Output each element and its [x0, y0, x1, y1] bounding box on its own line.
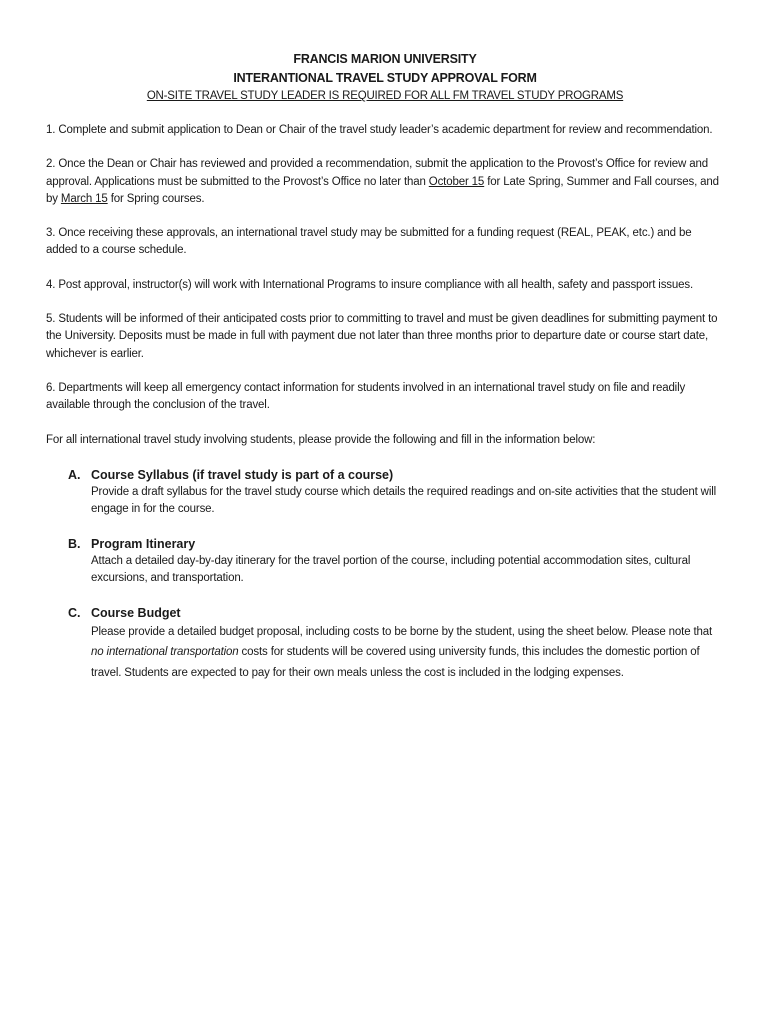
- university-name: FRANCIS MARION UNIVERSITY: [293, 52, 477, 66]
- budget-emphasis: no international transportation: [91, 646, 239, 659]
- step-6: 6. Departments will keep all emergency contact information for students involved in an international travel study on file and readily available through the conclusion of the travel.: [46, 381, 686, 412]
- deadline-october: October 15: [428, 175, 485, 188]
- section-course-budget: [46, 605, 724, 684]
- section-course-syllabus: [46, 467, 724, 519]
- section-heading: [68, 467, 724, 484]
- step-2-text-c: for Spring courses.: [107, 192, 205, 205]
- leader-requirement: ON-SITE TRAVEL STUDY LEADER IS REQUIRED FOR ALL FM TRAVEL STUDY PROGRAMS: [146, 90, 624, 102]
- step-2-text-a: 2. Once the Dean or Chair has reviewed and provided a recommendation, submit the application to the Provost’s Office for review and approval. Applications must be submitted to the Provost’s Office no later than: [46, 158, 708, 188]
- intro-paragraph: For all international travel study involving students, please provide the following and fill in the information below:: [46, 433, 596, 446]
- section-letter: A.: [68, 467, 81, 482]
- section-title: Course Budget: [91, 605, 181, 620]
- section-title: Program Itinerary: [91, 536, 196, 551]
- step-2-text-b: for Late Spring, Summer and Fall courses, and by: [46, 175, 719, 205]
- step-3: 3. Once receiving these approvals, an international travel study may be submitted for a funding request (REAL, PEAK, etc.) and be added to a course schedule.: [46, 227, 692, 257]
- section-heading: [68, 605, 724, 622]
- step-1: 1. Complete and submit application to Dean or Chair of the travel study leader’s academic department for review and recommendation.: [46, 124, 713, 136]
- section-heading: [68, 536, 724, 553]
- step-5: 5. Students will be informed of their anticipated costs prior to committing to travel and must be given deadlines for submitting payment to the University. Deposits must be made in full with payment due not later than three months prior to departure date or course start date, whichever is earlier.: [46, 313, 718, 360]
- step-4: 4. Post approval, instructor(s) will work with International Programs to insure compliance with all health, safety and passport issues.: [46, 278, 694, 291]
- section-body: Attach a detailed day-by-day itinerary for the travel portion of the course, including potential accommodation sites, cultural excursions, and transportation.: [91, 554, 691, 585]
- section-letter: C.: [68, 605, 81, 620]
- section-program-itinerary: [46, 536, 724, 588]
- section-body: Provide a draft syllabus for the travel study course which details the required readings and on-site activities that the student will engage in for the course.: [91, 485, 717, 516]
- budget-text-a: Please provide a detailed budget proposal, including costs to be borne by the student, using the sheet below. Please note that: [91, 625, 713, 638]
- budget-text-b: costs for students will be covered using university funds, this includes the domestic portion of travel. Students are expected to pay for their own meals unless the cost is included in the lodging expenses.: [91, 646, 700, 679]
- title-block: [46, 50, 724, 105]
- section-body: [68, 622, 724, 684]
- deadline-march: March 15: [60, 192, 108, 205]
- section-letter: B.: [68, 536, 81, 551]
- form-title: INTERANTIONAL TRAVEL STUDY APPROVAL FORM: [233, 71, 537, 85]
- step-2: [46, 156, 724, 208]
- section-title: Course Syllabus (if travel study is part of a course): [91, 467, 394, 482]
